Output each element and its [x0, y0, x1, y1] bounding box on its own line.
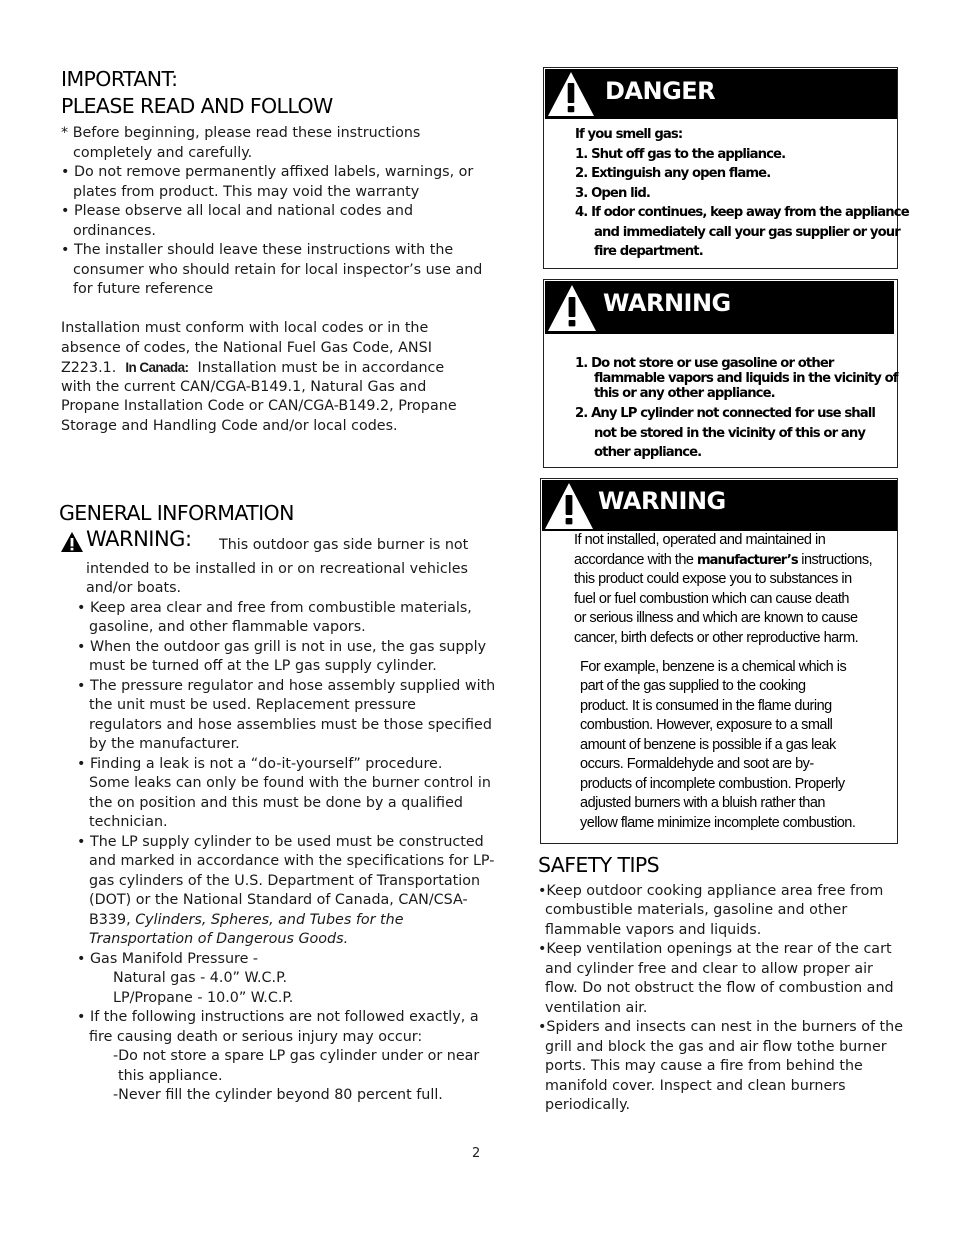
paragraph-line: absence of codes, the National Fuel Gas Code, ANSI: [61, 340, 432, 356]
paragraph-line: fuel or fuel combustion which can cause death: [574, 591, 849, 607]
list-item: fire department.: [594, 244, 703, 259]
list-item: ventilation air.: [545, 1000, 648, 1016]
list-item: •Keep ventilation openings at the rear of the cart: [538, 941, 892, 957]
paragraph-line: For example, benzene is a chemical which is: [580, 659, 847, 675]
list-item: If you smell gas:: [575, 127, 683, 142]
warning-label: WARNING:: [86, 527, 192, 551]
list-item: by the manufacturer.: [89, 736, 240, 752]
safety-tips-heading: SAFETY TIPS: [538, 853, 660, 877]
list-item: and marked in accordance with the specifications for LP-: [89, 853, 495, 869]
paragraph-line: adjusted burners with a bluish rather than: [580, 795, 825, 811]
list-item: not be stored in the vicinity of this or any: [594, 426, 866, 441]
list-item: gas cylinders of the U.S. Department of Transportation: [89, 873, 481, 889]
list-item: Natural gas - 4.0” W.C.P.: [113, 970, 288, 986]
warning-title-2: WARNING: [598, 487, 726, 515]
list-item: must be turned off at the LP gas supply cylinder.: [89, 658, 437, 674]
list-item: the unit must be used. Replacement pressure: [89, 697, 416, 713]
list-item: 4. If odor continues, keep away from the appliance: [575, 205, 909, 220]
list-item: regulators and hose assemblies must be those specified: [89, 717, 492, 733]
paragraph-text: instructions,: [801, 552, 873, 568]
list-item: ports. This may cause a fire from behind the: [545, 1058, 863, 1074]
list-item: • When the outdoor gas grill is not in use, the gas supply: [77, 639, 487, 655]
list-item: Some leaks can only be found with the burner control in: [89, 775, 491, 791]
list-item: • Gas Manifold Pressure -: [77, 951, 259, 967]
paragraph-line: or serious illness and which are known to cause: [574, 610, 858, 626]
list-item: flow. Do not obstruct the flow of combustion and: [545, 980, 894, 996]
list-item: •Spiders and insects can nest in the burners of the: [538, 1019, 904, 1035]
list-item: * Before beginning, please read these instructions: [61, 125, 421, 141]
warning-triangle-icon: [546, 283, 598, 333]
important-heading-line1: IMPORTANT:: [61, 67, 178, 91]
list-item: and cylinder free and clear to allow proper air: [545, 961, 873, 977]
paragraph-text: accordance with the: [574, 552, 694, 568]
list-item: (DOT) or the National Standard of Canada, CAN/CSA-: [89, 892, 468, 908]
list-item: other appliance.: [594, 445, 702, 460]
list-item: flammable vapors and liquids.: [545, 922, 762, 938]
list-item: 1. Shut off gas to the appliance.: [575, 147, 786, 162]
paragraph-line: amount of benzene is possible if a gas leak: [580, 737, 836, 753]
warning-intro: This outdoor gas side burner is not: [219, 537, 469, 553]
list-item: and/or boats.: [86, 580, 182, 596]
warning-triangle-icon: [543, 481, 595, 531]
list-item: grill and block the gas and air flow tothe burner: [545, 1039, 887, 1055]
paragraph-line: [574, 551, 872, 570]
list-item: • Finding a leak is not a “do-it-yourself” procedure.: [77, 756, 443, 772]
paragraph-line: Storage and Handling Code and/or local codes.: [61, 418, 398, 434]
list-item: manifold cover. Inspect and clean burners: [545, 1078, 846, 1094]
paragraph-line: occurs. Formaldehyde and soot are by-: [580, 756, 814, 772]
paragraph-line: combustion. However, exposure to a small: [580, 717, 833, 733]
paragraph-line: If not installed, operated and maintained in: [574, 532, 826, 548]
list-item: • If the following instructions are not followed exactly, a: [77, 1009, 479, 1025]
warning-triangle-icon: [60, 530, 84, 554]
ansi-code: Z223.1.: [61, 360, 117, 376]
warning-triangle-icon: [546, 70, 596, 118]
list-item: periodically.: [545, 1097, 631, 1113]
paragraph-line: cancer, birth defects or other reproductive harm.: [574, 630, 859, 646]
list-item: -Never fill the cylinder beyond 80 percent full.: [113, 1087, 443, 1103]
warning-title-1: WARNING: [603, 289, 731, 317]
list-item: 3. Open lid.: [575, 186, 651, 201]
list-item: fire causing death or serious injury may occur:: [89, 1029, 423, 1045]
standard-title: Cylinders, Spheres, and Tubes for the: [135, 912, 404, 928]
important-heading: [61, 66, 333, 120]
list-item: Transportation of Dangerous Goods.: [89, 931, 349, 947]
paragraph-line: with the current CAN/CGA-B149.1, Natural Gas and: [61, 379, 427, 395]
important-heading-line2: PLEASE READ AND FOLLOW: [61, 94, 333, 118]
paragraph-line: [61, 358, 444, 379]
list-item: [89, 911, 404, 931]
paragraph-line: Propane Installation Code or CAN/CGA-B149.2, Propane: [61, 398, 457, 414]
list-item: technician.: [89, 814, 168, 830]
paragraph-line: this product could expose you to substances in: [574, 571, 852, 587]
paragraph-line: yellow flame minimize incomplete combustion.: [580, 815, 856, 831]
paragraph-line: products of incomplete combustion. Properly: [580, 776, 845, 792]
list-item: • Please observe all local and national codes and: [61, 203, 414, 219]
paragraph-line: Installation must conform with local codes or in the: [61, 320, 429, 336]
list-item: 1. Do not store or use gasoline or other: [575, 356, 834, 371]
paragraph-text: Installation must be in accordance: [197, 360, 445, 376]
list-item: plates from product. This may void the warranty: [73, 184, 420, 200]
list-item: •Keep outdoor cooking appliance area free from: [538, 883, 884, 899]
in-canada-label: In Canada:: [125, 360, 189, 375]
list-item: for future reference: [73, 281, 214, 297]
list-item: this appliance.: [118, 1068, 223, 1084]
list-item: -Do not store a spare LP gas cylinder under or near: [113, 1048, 480, 1064]
list-item: consumer who should retain for local inspector’s use and: [73, 262, 483, 278]
list-item: 2. Any LP cylinder not connected for use shall: [575, 406, 876, 421]
standard-code: B339,: [89, 912, 131, 928]
list-item: • The LP supply cylinder to be used must be constructed: [77, 834, 484, 850]
list-item: • Keep area clear and free from combustible materials,: [77, 600, 472, 616]
list-item: gasoline, and other flammable vapors.: [89, 619, 366, 635]
list-item: • Do not remove permanently affixed labels, warnings, or: [61, 164, 474, 180]
list-item: completely and carefully.: [73, 145, 253, 161]
list-item: LP/Propane - 10.0” W.C.P.: [113, 990, 294, 1006]
list-item: flammable vapors and liquids in the vicinity of: [594, 371, 898, 386]
list-item: combustible materials, gasoline and other: [545, 902, 848, 918]
list-item: ordinances.: [73, 223, 156, 239]
general-information-heading: GENERAL INFORMATION: [59, 501, 294, 525]
list-item: • The pressure regulator and hose assembly supplied with: [77, 678, 496, 694]
list-item: the on position and this must be done by a qualified: [89, 795, 463, 811]
list-item: intended to be installed in or on recreational vehicles: [86, 561, 468, 577]
manufacturers-label: manufacturer’s: [697, 553, 798, 568]
danger-title: DANGER: [605, 77, 716, 105]
list-item: this or any other appliance.: [594, 386, 775, 401]
paragraph-line: product. It is consumed in the flame during: [580, 698, 832, 714]
list-item: 2. Extinguish any open flame.: [575, 166, 771, 181]
paragraph-line: part of the gas supplied to the cooking: [580, 678, 806, 694]
list-item: • The installer should leave these instructions with the: [61, 242, 454, 258]
danger-banner: [545, 69, 897, 119]
list-item: and immediately call your gas supplier or your: [594, 225, 900, 240]
page-number: 2: [472, 1146, 481, 1161]
